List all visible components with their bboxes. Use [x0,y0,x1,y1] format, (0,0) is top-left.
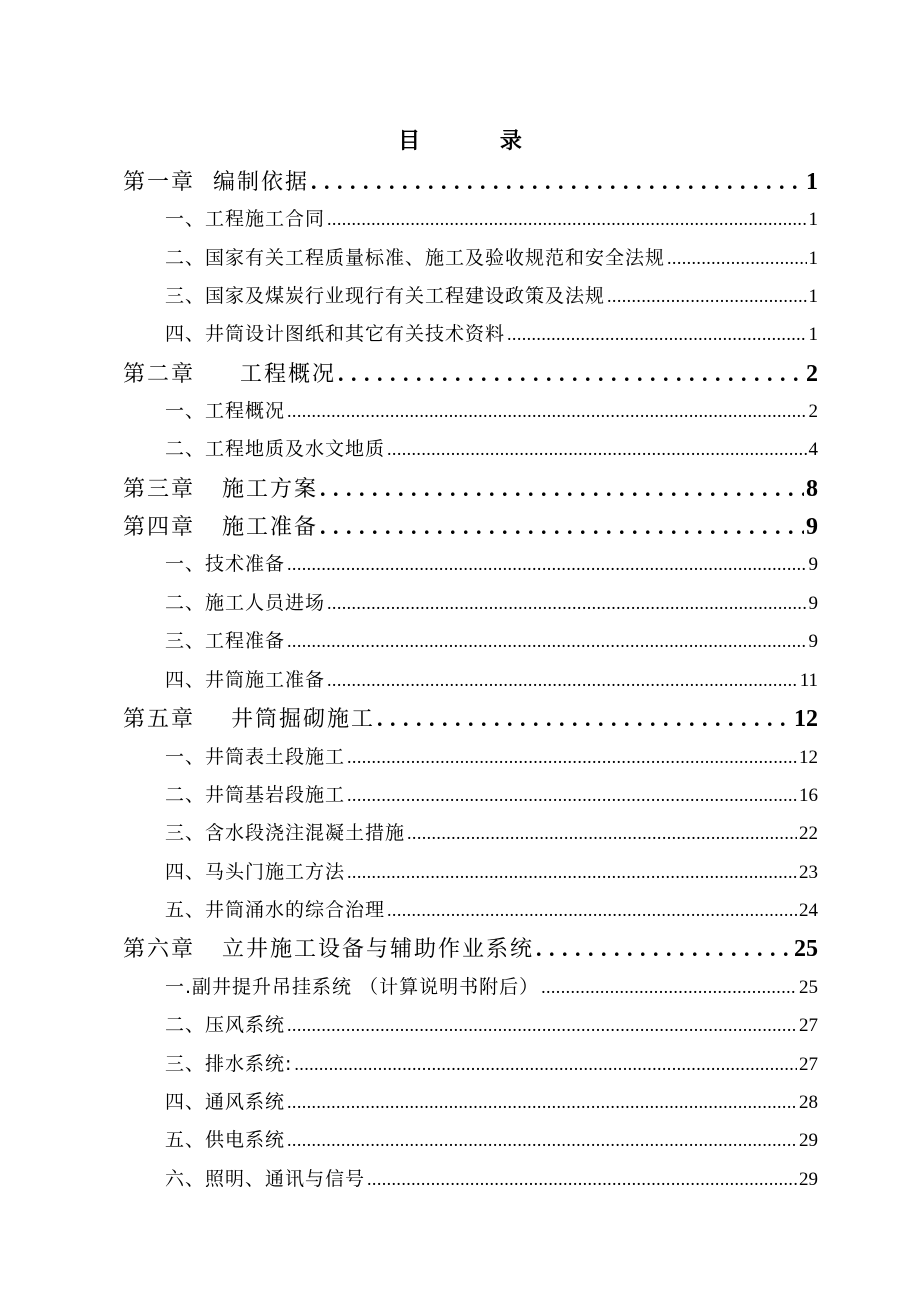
toc-entry-label: 一、技术准备 [165,553,286,575]
toc-entry-label: 二、国家有关工程质量标准、施工及验收规范和安全法规 [165,247,666,269]
dot-leader [407,820,797,846]
toc-entry-label: 第五章 井筒掘砌施工 [123,707,375,732]
toc-page-number: 29 [799,1130,818,1151]
dot-leader [287,1127,797,1153]
toc-chapter-entry[interactable] [123,705,818,734]
toc-section-entry[interactable] [165,551,818,578]
toc-entry-label: 二、井筒基岩段施工 [165,784,346,806]
toc-page-number: 12 [799,747,818,768]
dot-leader [367,1166,797,1192]
toc-entry-label: 三、国家及煤炭行业现行有关工程建设政策及法规 [165,285,606,307]
toc-section-entry[interactable] [165,1166,818,1193]
dot-leader [287,1012,797,1038]
toc-page-number: 1 [808,209,818,230]
toc-entry-label: 四、马头门施工方法 [165,861,346,883]
dot-leader [338,360,804,389]
toc-chapter-entry[interactable] [123,935,818,964]
toc-entry-label: 三、排水系统: [165,1053,293,1075]
toc-entry-label: 四、井筒设计图纸和其它有关技术资料 [165,323,506,345]
toc-entry-label: 五、井筒涌水的综合治理 [165,899,386,921]
toc-section-entry[interactable] [165,283,818,310]
dot-leader [387,897,797,923]
toc-page-number: 25 [799,977,818,998]
toc-section-entry[interactable] [165,744,818,771]
toc-page-number: 1 [806,169,818,195]
toc-page-number: 2 [808,401,818,422]
toc-page-number: 22 [799,823,818,844]
toc-section-entry[interactable] [165,628,818,655]
toc-page-number: 16 [799,785,818,806]
toc-entry-label: 第二章 工程概况 [123,362,336,387]
toc-entry-label: 三、含水段浇注混凝土措施 [165,822,406,844]
dot-leader [536,935,792,964]
dot-leader [327,590,806,616]
toc-entry-label: 三、工程准备 [165,630,286,652]
toc-chapter-entry[interactable] [123,168,818,197]
toc-section-entry[interactable] [165,859,818,886]
toc-title: 目 录 [398,129,558,154]
toc-entry-label: 六、照明、通讯与信号 [165,1168,366,1190]
toc-page-number: 1 [808,286,818,307]
toc-page-number: 1 [808,324,818,345]
toc-entry-label: 二、压风系统 [165,1014,286,1036]
dot-leader [294,1051,797,1077]
toc-entry-label: 四、通风系统 [165,1091,286,1113]
dot-leader [377,705,792,734]
toc-page-number: 23 [799,862,818,883]
toc-page-number: 4 [808,439,818,460]
dot-leader [667,245,806,271]
toc-entry-label: 一、工程施工合同 [165,208,326,230]
toc-entry-label: 第三章 施工方案 [123,477,318,502]
toc-section-entry[interactable] [165,245,818,272]
dot-leader [320,513,804,542]
toc-page-number: 1 [808,248,818,269]
toc-entry-label: 五、供电系统 [165,1129,286,1151]
dot-leader [320,475,804,504]
toc-page-number: 27 [799,1015,818,1036]
toc-page-number: 27 [799,1054,818,1075]
dot-leader [347,782,797,808]
toc-page-number: 24 [799,900,818,921]
toc-entry-label: 二、施工人员进场 [165,592,326,614]
toc-entry-label: 一、井筒表土段施工 [165,746,346,768]
dot-leader [287,628,806,654]
toc-section-entry[interactable] [165,782,818,809]
dot-leader [507,321,806,347]
toc-entry-label: 四、井筒施工准备 [165,669,326,691]
toc-chapter-entry[interactable] [123,360,818,389]
dot-leader [347,744,797,770]
toc-page-number: 11 [799,670,818,691]
dot-leader [311,168,804,197]
toc-entry-label: 二、工程地质及水文地质 [165,438,386,460]
toc-page-number: 8 [806,476,818,502]
toc-section-entry[interactable] [165,436,818,463]
toc-section-entry[interactable] [165,667,818,694]
toc-section-entry[interactable] [165,590,818,617]
toc-section-entry[interactable] [165,1051,818,1078]
toc-chapter-entry[interactable] [123,475,818,504]
toc-section-entry[interactable] [165,321,818,348]
toc-entry-label: 一.副井提升吊挂系统 （计算说明书附后） [165,976,540,998]
toc-page-number: 9 [808,554,818,575]
toc-section-entry[interactable] [165,398,818,425]
toc-page-number: 9 [806,514,818,540]
toc-page-number: 29 [799,1169,818,1190]
dot-leader [541,974,797,1000]
toc-section-entry[interactable] [165,820,818,847]
dot-leader [287,1089,797,1115]
dot-leader [327,206,806,232]
dot-leader [287,398,806,424]
toc-page-number: 2 [806,361,818,387]
toc-page-number: 25 [794,936,818,962]
toc-entry-label: 第四章 施工准备 [123,515,318,540]
toc-entry-label: 一、工程概况 [165,400,286,422]
dot-leader [347,859,797,885]
toc-page-number: 9 [808,631,818,652]
toc-section-entry[interactable] [165,1012,818,1039]
toc-page-number: 9 [808,593,818,614]
toc-page-number: 12 [794,706,818,732]
toc-section-entry[interactable] [165,897,818,924]
toc-section-entry[interactable] [165,974,818,1001]
toc-entry-label: 第六章 立井施工设备与辅助作业系统 [123,937,534,962]
toc-entry-label: 第一章 编制依据 [123,170,309,195]
toc-chapter-entry[interactable] [123,513,818,542]
toc-section-entry[interactable] [165,206,818,233]
toc-section-entry[interactable] [165,1127,818,1154]
dot-leader [327,667,798,693]
toc-page-number: 28 [799,1092,818,1113]
toc-section-entry[interactable] [165,1089,818,1116]
dot-leader [287,551,806,577]
dot-leader [607,283,806,309]
dot-leader [387,436,806,462]
